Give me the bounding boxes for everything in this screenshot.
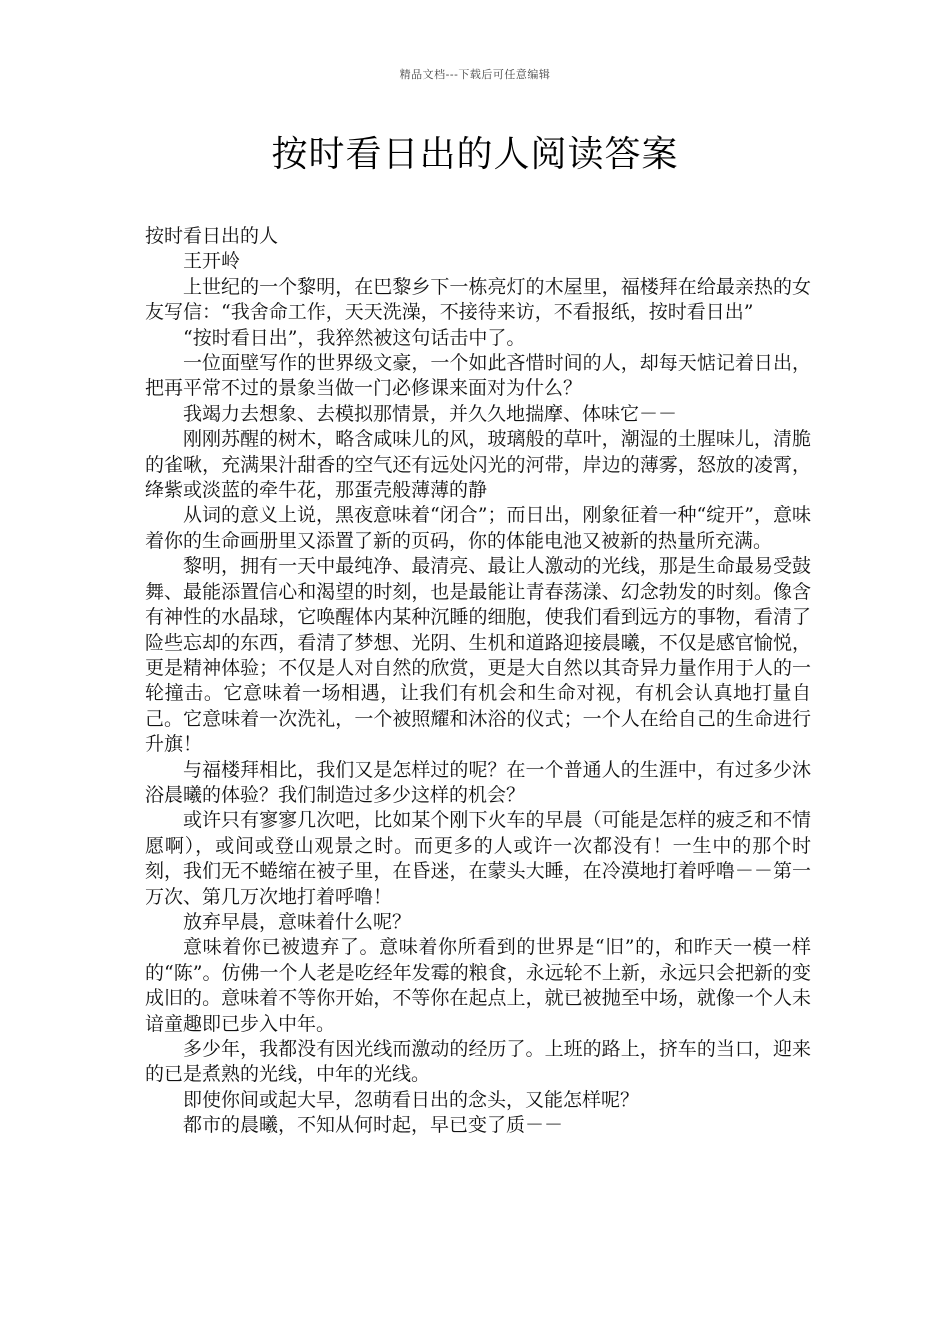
paragraph: 一位面壁写作的世界级文豪，一个如此吝惜时间的人，却每天惦记着日出，把再平常不过的景象当做一门必修课来面对为什么？ — [145, 352, 811, 400]
paragraph: 即使你间或起大早，忽萌看日出的念头，又能怎样呢？ — [183, 1088, 640, 1111]
article-title: 按时看日出的人 — [145, 225, 279, 247]
paragraph: 上世纪的一个黎明，在巴黎乡下一栋亮灯的木屋里，福楼拜在给最亲热的女友写信：“我舍命工作，天天洗澡，不接待来访，不看报纸，按时看日出” — [145, 275, 811, 324]
paragraph: “按时看日出”，我猝然被这句话击中了。 — [183, 326, 526, 349]
paragraph: 多少年，我都没有因光线而激动的经历了。上班的路上，挤车的当口，迎来的已是煮熟的光线，中年的光线。 — [145, 1038, 811, 1086]
paragraph: 刚刚苏醒的树木，略含咸味儿的风，玻璃般的草叶，潮湿的土腥味儿，清脆的雀啾，充满果汁甜香的空气还有远处闪光的河带，岸边的薄雾，怒放的凌霄，绛紫或淡蓝的牵牛花，那蛋壳般薄薄的静 — [145, 428, 811, 502]
paragraph: 从词的意义上说，黑夜意味着“闭合”；而日出，刚象征着一种“绽开”，意味着你的生命画册里又添置了新的页码，你的体能电池又被新的热量所充满。 — [145, 504, 811, 552]
article-body — [145, 224, 811, 1139]
document-title: 按时看日出的人阅读答案 — [271, 134, 679, 175]
article-author: 王开岭 — [183, 250, 241, 273]
paragraph: 我竭力去想象、去模拟那情景，并久久地揣摩、体味它－－ — [183, 402, 678, 425]
paragraph: 黎明，拥有一天中最纯净、最清亮、最让人激动的光线，那是生命最易受鼓舞、最能添置信心和渴望的时刻，也是最能让青春荡漾、幻念勃发的时刻。像含有神性的水晶球，它唤醒体内某种沉睡的细胞，使我们看到远方的事物，看清了险些忘却的东西，看清了梦想、光阴、生机和道路迎接晨曦，不仅是感官愉悦，更是精神体验；不仅是人对自然的欣赏，更是大自然以其奇异力量作用于人的一轮撞击。它意味着一场相遇，让我们有机会和生命对视，有机会认真地打量自己。它意味着一次洗礼，一个被照耀和沐浴的仪式；一个人在给自己的生命进行升旗！ — [145, 555, 811, 756]
paragraph: 或许只有寥寥几次吧，比如某个刚下火车的早晨（可能是怎样的疲乏和不情愿啊），或间或登山观景之时。而更多的人或许一次都没有！一生中的那个时刻，我们无不蜷缩在被子里，在昏迷，在蒙头大睡，在冷漠地打着呼噜－－第一万次、第几万次地打着呼噜！ — [145, 809, 811, 908]
paragraph: 都市的晨曦，不知从何时起，早已变了质－－ — [183, 1114, 564, 1137]
paragraph: 意味着你已被遗弃了。意味着你所看到的世界是“旧”的，和昨天一模一样的“陈”。仿佛一个人老是吃经年发霉的粮食，永远轮不上新，永远只会把新的变成旧的。意味着不等你开始，不等你在起点上，就已被抛至中场，就像一个人未谙童趣即已步入中年。 — [145, 936, 811, 1035]
paragraph: 与福楼拜相比，我们又是怎样过的呢？在一个普通人的生涯中，有过多少沐浴晨曦的体验？我们制造过多少这样的机会？ — [145, 758, 811, 806]
header-note: 精品文档---下载后可任意编辑 — [399, 68, 551, 81]
paragraph: 放弃早晨，意味着什么呢？ — [183, 910, 412, 933]
